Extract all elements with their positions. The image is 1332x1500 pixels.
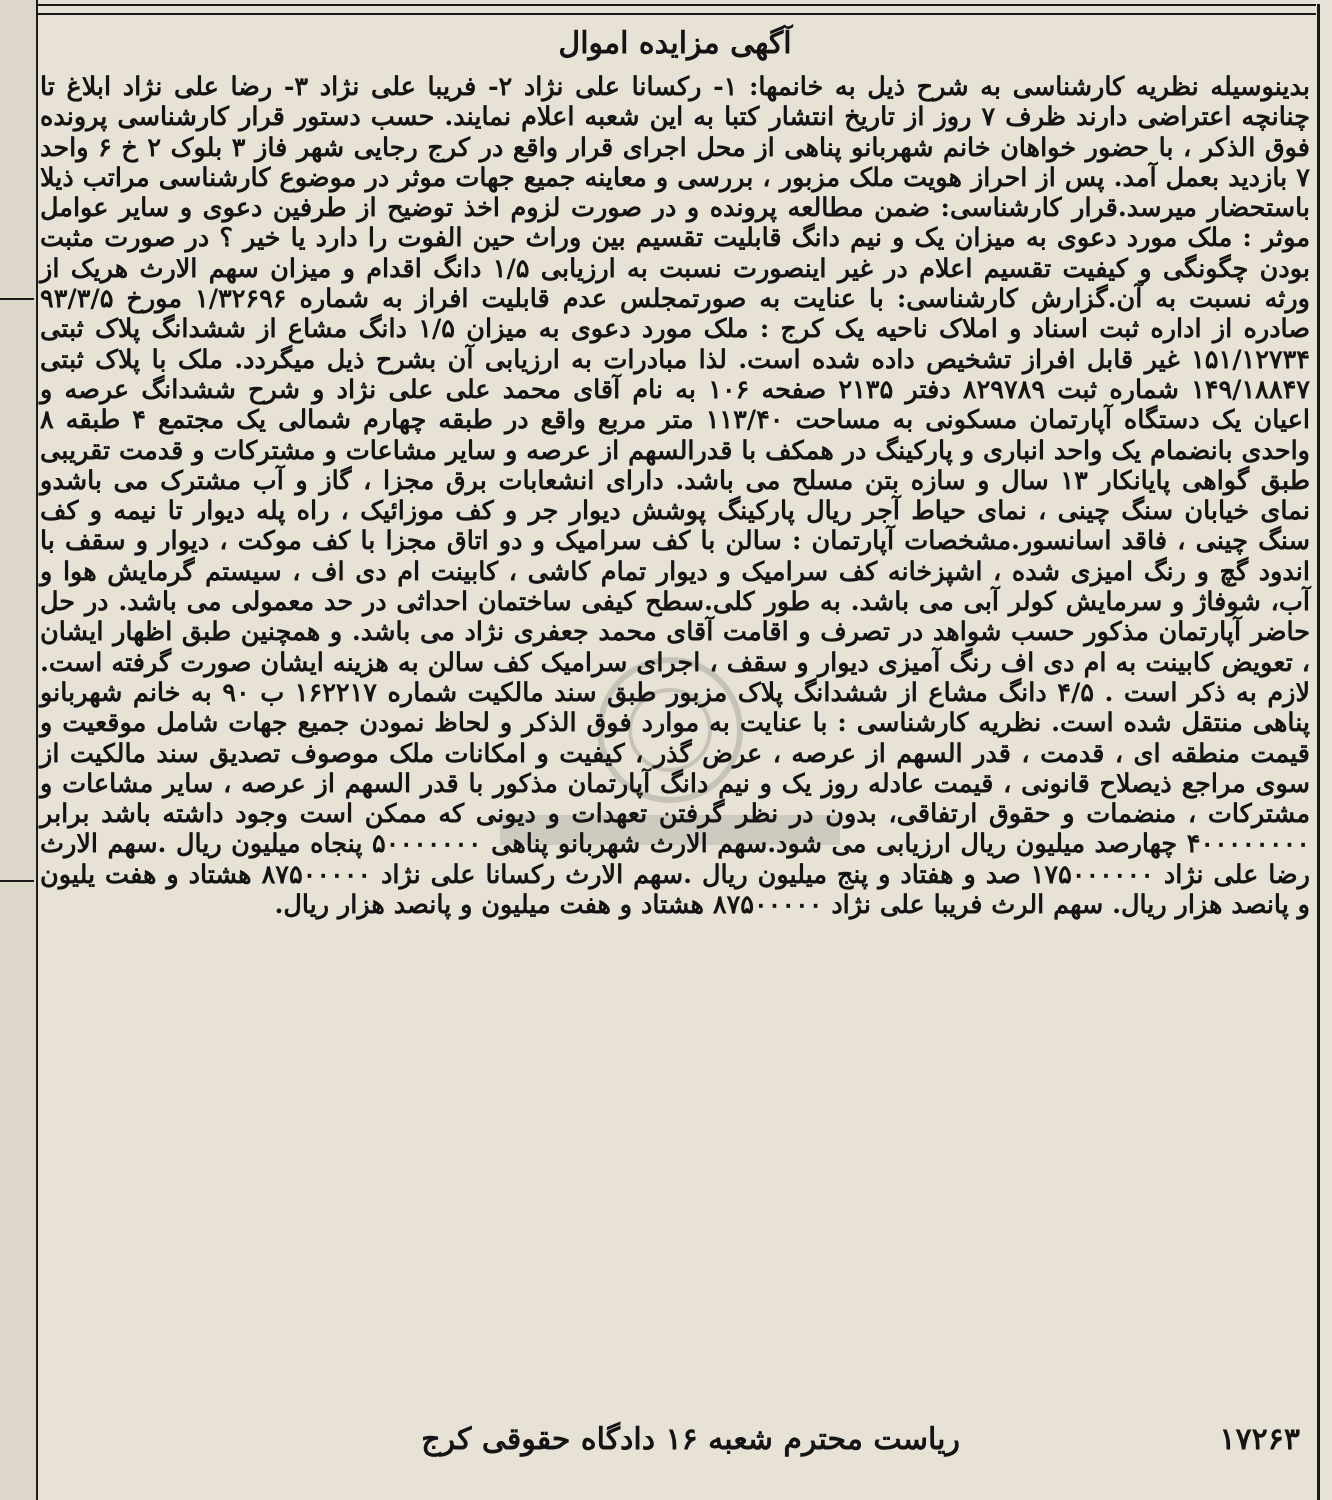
column-divider-tick [0,298,34,300]
adjacent-column-edge [0,0,38,1500]
auction-notice [40,22,1310,920]
notice-code: ۱۷۲۶۳ [1219,1422,1300,1457]
notice-body: بدینوسیله نظریه کارشناسی به شرح ذیل به خانمها: ۱- رکسانا علی نژاد ۲- فریبا علی نژاد ۳- رضا علی نژاد ابلاغ تا چنانچه اعتراضی دارند ظرف ۷ روز از تاریخ انتشار کتبا به این شعبه اعلام نمایند. حسب دستور قرار کارشناسی پرونده فوق الذکر ، با حضور خواهان خانم شهربانو پناهی از محل اجرای قرار واقع در کرج رجایی شهر فاز ۳ بلوک ۲ خ ۶ واحد ۷ بازدید بعمل آمد. پس از احراز هویت ملک مزبور ، بررسی و معاینه جمیع جهات موثر در موضوع کارشناسی مراتب ذیلا باستحضار میرسد.قرار کارشناسی: ضمن مطالعه پرونده و در صورت لزوم اخذ توضیح از طرفین دعوی و سایر عوامل موثر : ملک مورد دعوی به میزان یک و نیم دانگ قابلیت تقسیم بین وراث حین الفوت را دارد یا خیر ؟ در صورت مثبت بودن چگونگی و کیفیت تقسیم اعلام در غیر اینصورت نسبت به ارزیابی ۱/۵ دانگ اقدام و میزان سهم الارث هریک از ورثه نسبت به آن.گزارش کارشناسی: با عنایت به صورتمجلس عدم قابلیت افراز به شماره ۱/۳۲۶۹۶ مورخ ۹۳/۳/۵ صادره از اداره ثبت اسناد و املاک ناحیه یک کرج : ملک مورد دعوی به میزان ۱/۵ دانگ مشاع از ششدانگ پلاک ثبتی ۱۵۱/۱۲۷۳۴ غیر قابل افراز تشخیص داده شده است. لذا مبادرات به ارزیابی آن بشرح ذیل میگردد. ملک با پلاک ثبتی ۱۴۹/۱۸۸۴۷ شماره ثبت ۸۲۹۷۸۹ دفتر ۲۱۳۵ صفحه ۱۰۶ به نام آقای محمد علی علی نژاد و شرح ششدانگ عرصه و اعیان یک دستگاه آپارتمان مسکونی به مساحت ۱۱۳/۴۰ متر مربع واقع در طبقه چهارم شمالی یک مجتمع ۴ طبقه ۸ واحدی بانضمام یک واحد انباری و پارکینگ در همکف با قدرالسهم از عرصه و سایر مشاعات و مشترکات و قدمت تقریبی طبق گواهی پایانکار ۱۳ سال و سازه بتن مسلح می باشد. دارای انشعابات برق مجزا ، گاز و آب مشترک می باشدو نمای خیابان سنگ چینی ، نمای حیاط آجر ریال پارکینگ پوشش دیوار جر و کف موزائیک ، راه پله دیوار تا نیمه و کف سنگ چینی ، فاقد اسانسور.مشخصات آپارتمان : سالن با کف سرامیک و دو اتاق مجزا با کف موکت ، دیوار و سقف با اندود گچ و رنگ امیزی شده ، اشپزخانه کف سرامیک و دیوار تمام کاشی ، کابینت ام دی اف ، سیستم گرمایش هوا و آب، شوفاژ و سرمایش کولر آبی می باشد. به طور کلی.سطح کیفی ساختمان احداثی در حد معمولی می باشد. در حل حاضر آپارتمان مذکور حسب شواهد در تصرف و اقامت آقای محمد جعفری نژاد می باشد. و همچنین طبق اظهار ایشان ، تعویض کابینت به ام دی اف رنگ آمیزی دیوار و سقف ، اجرای سرامیک کف سالن به هزینه ایشان صورت گرفته است. لازم به ذکر است . ۴/۵ دانگ مشاع از ششدانگ پلاک مزبور طبق سند مالکیت شماره ۱۶۲۲۱۷ ب ۹۰ به خانم شهربانو پناهی منتقل شده است. نظریه کارشناسی : با عنایت به موارد فوق الذکر و لحاظ نمودن جمیع جهات شامل موقعیت و قیمت منطقه ای ، قدمت ، قدر السهم از عرصه ، عرض گذر ، کیفیت و امکانات ملک موصوف تصدیق سند مالکیت از سوی مراجع ذیصلاح قانونی ، قیمت عادله روز یک و نیم دانگ آپارتمان مذکور با قدر السهم از عرصه ، سایر مشاعات و مشترکات ، منضمات و حقوق ارتفاقی، بدون در نظر گرفتن تعهدات و دیونی که ممکن است وجود داشته باشد برابر ۴۰۰۰۰۰۰۰۰ چهارصد میلیون ریال ارزیابی می شود.سهم الارث شهربانو پناهی ۵۰۰۰۰۰۰۰ پنجاه میلیون ریال .سهم الارث رضا علی نژاد ۱۷۵۰۰۰۰۰۰ صد و هفتاد و پنج میلیون ریال .سهم الارث رکسانا علی نژاد ۸۷۵۰۰۰۰۰ هشتاد و هفت یلیون و پانصد هزار ریال. سهم الرث فریبا علی نژاد ۸۷۵۰۰۰۰۰ هشتاد و هفت میلیون و پانصد هزار ریال. [40,72,1311,921]
column-divider-tick [0,880,34,882]
court-signature: ریاست محترم شعبه ۱۶ دادگاه حقوقی کرج [421,1422,960,1457]
top-border-rule [36,4,1316,15]
notice-footer [40,1418,1310,1462]
right-border-rule [1317,4,1320,1500]
notice-title: آگهی مزایده اموال [558,26,792,61]
